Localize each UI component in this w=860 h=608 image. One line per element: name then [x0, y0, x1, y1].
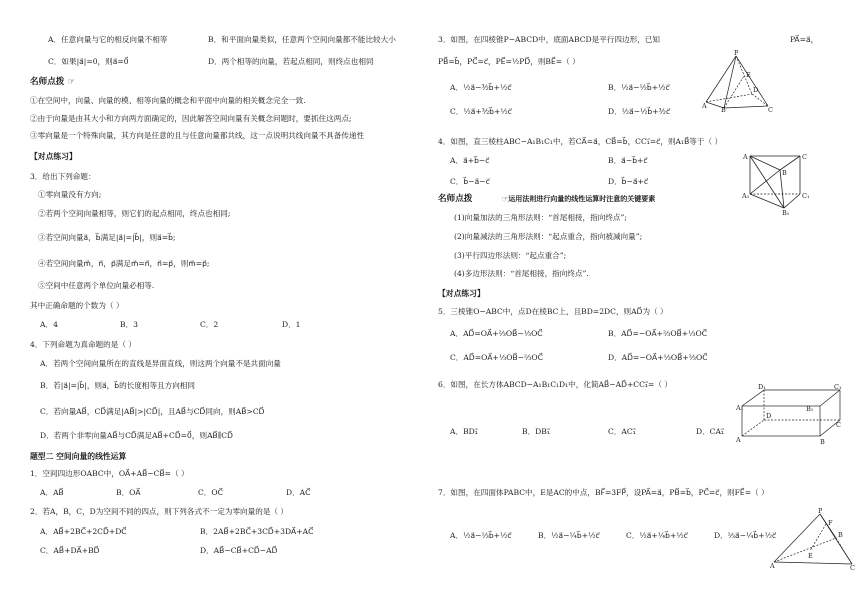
question-stem: 7．如图，在四面体PABC中，E是AC的中点，BF⃗=3FP⃗，设PA⃗=a⃗，PB⃗=b⃗，PC⃗=c⃗，则FE⃗=（ ）: [438, 488, 769, 497]
option: D．AD⃗=−OA⃗+⅓OB⃗+⅔OC⃗: [608, 353, 708, 362]
vertex-label: C₁: [834, 384, 842, 391]
vertex-label: C₁: [802, 192, 810, 200]
option: D．AB⃗−CB⃗+CD⃗−AD⃗: [200, 546, 278, 555]
tip-heading: 名师点拨 ☞: [30, 77, 76, 87]
option: D．AC⃗: [286, 488, 311, 497]
option-d: D．两个相等的向量，若起点相同，则终点也相同: [208, 57, 374, 66]
question-stem: 2．若A，B，C，D为空间不同的四点，则下列各式不一定为零向量的是（ ）: [30, 507, 289, 516]
tip-line: (1)向量加法的三角形法则：“首尾相接，指向终点”;: [454, 213, 627, 222]
option: D．½a⃗−½b⃗+³⁄₂c⃗: [608, 107, 671, 116]
vertex-label: E: [746, 71, 751, 79]
option: C．AB⃗+DA⃗+BD⃗: [40, 546, 100, 555]
option: B．2AB⃗+2BC⃗+3CD⃗+3DA⃗+AC⃗: [200, 527, 314, 536]
option-a: A．任意向量与它的相反向量不相等: [48, 35, 168, 44]
vertex-label: B: [838, 531, 843, 539]
prism-figure: [740, 150, 812, 216]
vertex-label: C: [850, 564, 855, 570]
proposition: ①零向量没有方向;: [38, 190, 102, 199]
option-b: B．和平面向量类似，任意两个空间向量都不能比较大小: [208, 35, 396, 44]
pyramid-figure: [702, 50, 774, 112]
box-figure: [736, 384, 846, 446]
question-stem: PB⃗=b⃗，PC⃗=c⃗，PE⃗=½PD⃗，则BE⃗=（ ）: [438, 57, 580, 66]
question-stem: 3．如图，在四棱锥P−ABCD中，底面ABCD是平行四边形，已知: [438, 35, 660, 44]
question-stem: 6．如图，在长方体ABCD−A₁B₁C₁D₁中，化简AB⃗−AD⃗+CC₁⃗=（ ）: [438, 380, 672, 389]
option: B．OA⃗: [116, 488, 141, 497]
vertex-label: B: [820, 438, 825, 446]
practice-heading: 【对点练习】: [438, 289, 485, 298]
question-stem-tail: PA⃗=a⃗，: [790, 35, 819, 44]
vertex-label: D: [766, 412, 772, 420]
option: B．DB₁⃗: [522, 427, 550, 436]
vertex-label: C: [802, 153, 807, 161]
option: A．AB⃗+2BC⃗+2CD⃗+DC⃗: [40, 527, 127, 536]
option: A．若两个空间向量所在的直线是异面直线，则这两个向量不是共面向量: [40, 359, 281, 368]
tip-line: ①在空间中，向量、向量的模、相等向量的概念和平面中向量的相关概念完全一致.: [30, 96, 306, 105]
vertex-label: A: [770, 562, 775, 570]
option: B．a⃗−b⃗+c⃗: [608, 156, 648, 165]
proposition: ④若空间向量m⃗，n⃗，p⃗满足m⃗=n⃗，n⃗=p⃗，则m⃗=p⃗;: [38, 259, 210, 268]
proposition: ②若两个空间向量相等，则它们的起点相同，终点也相同;: [38, 209, 231, 218]
tip-heading: 名师点拨: [438, 194, 473, 204]
vertex-label: D: [753, 86, 759, 94]
option: D．b⃗−a⃗+c⃗: [608, 177, 649, 186]
option: A．½a⃗−³⁄₂b⃗+½c⃗: [450, 83, 512, 92]
tip-line: (2)向量减法的三角形法则：“起点重合，指向被减向量”;: [454, 232, 643, 241]
option: B．½a⃗−½b⃗+½c⃗: [608, 83, 670, 92]
tip-line: (3)平行四边形法则：“起点重合”;: [454, 251, 567, 260]
question-ask: 其中正确命题的个数为（ ）: [30, 301, 124, 310]
practice-heading: 【对点练习】: [30, 152, 77, 161]
vertex-label: E: [808, 552, 813, 560]
option: A．BD₁⃗: [450, 427, 478, 436]
option: C．AD⃗=OA⃗+⅓OB⃗−⅔OC⃗: [450, 353, 543, 362]
question-stem: 5．三棱锥O−ABC中，点D在棱BC上，且BD=2DC，则AD⃗为（ ）: [438, 307, 668, 316]
section-heading: 题型二 空间向量的线性运算: [30, 452, 127, 461]
vertex-label: C: [836, 421, 841, 429]
vertex-label: B₁: [806, 405, 814, 413]
vertex-label: A₁: [742, 192, 750, 200]
option: B．3: [120, 320, 139, 329]
vertex-label: A: [736, 436, 741, 444]
option: B．若|a⃗|=|b⃗|，则a⃗，b⃗的长度相等且方向相同: [40, 381, 196, 390]
option: A．a⃗+b⃗−c⃗: [450, 156, 490, 165]
vertex-label: P: [734, 50, 739, 57]
option: A．4: [40, 320, 58, 329]
option: B．½a⃗−¼b⃗+½c⃗: [538, 531, 600, 540]
vertex-label: A: [702, 102, 707, 110]
vertex-label: C: [768, 106, 773, 112]
option: A．½a⃗−⅓b⃗+½c⃗: [450, 531, 512, 540]
vertex-label: B₁: [782, 209, 790, 216]
option: C．½a⃗+¼b⃗+½c⃗: [626, 531, 688, 540]
vertex-label: A₁: [736, 404, 744, 412]
option: C．AC₁⃗: [608, 427, 636, 436]
vertex-label: A: [743, 153, 748, 161]
question-stem: 4．如图，直三棱柱ABC−A₁B₁C₁中，若CA⃗=a⃗，CB⃗=b⃗，CC₁⃗=c⃗，则A₁B⃗等于（ ）: [438, 137, 723, 146]
option: A．AD⃗=OA⃗+⅔OB⃗−⅓OC⃗: [450, 329, 543, 338]
option: C．b⃗−a⃗−c⃗: [450, 177, 490, 186]
proposition: ③若空间向量a⃗，b⃗满足|a⃗|=|b⃗|，则a⃗=b⃗;: [38, 233, 176, 242]
proposition: ⑤空间中任意两个单位向量必相等.: [38, 281, 155, 290]
option: C．2: [200, 320, 219, 329]
option: C．½a⃗+³⁄₂b⃗+½c⃗: [450, 107, 512, 116]
vertex-label: F: [828, 519, 833, 527]
vertex-label: B: [721, 106, 726, 112]
tip-subtitle: ☞运用法则进行向量的线性运算时注意的关键要素: [502, 195, 656, 203]
option: D．若两个非零向量AB⃗与CD⃗满足AB⃗+CD⃗=0⃗，则AB⃗∥CD⃗: [40, 431, 233, 440]
option-c: C．如果|a⃗|=0，则a⃗=0⃗: [48, 57, 129, 66]
tip-line: ③零向量是一个特殊向量，其方向是任意的且与任意向量都共线，这一点说明共线向量不具备传递性: [30, 131, 365, 140]
option: D．1: [282, 320, 301, 329]
tip-line: (4)多边形法则：“首尾相接，指向终点”.: [454, 269, 589, 278]
vertex-label: B: [782, 169, 787, 177]
question-stem: 3．给出下列命题：: [30, 172, 96, 181]
option: C．OC⃗: [198, 488, 223, 497]
tetrahedron-figure: [770, 508, 858, 570]
option: D．CA₁⃗: [696, 427, 725, 436]
vertex-label: P: [818, 508, 823, 515]
option: B．AD⃗=−OA⃗+⅔OB⃗+⅓OC⃗: [608, 329, 708, 338]
vertex-label: D₁: [758, 384, 766, 391]
question-stem: 4．下列命题为真命题的是（ ）: [30, 340, 136, 349]
option: D．⅔a⃗−¼b⃗+½c⃗: [714, 531, 777, 540]
option: A．AB⃗: [40, 488, 64, 497]
question-stem: 1．空间四边形OABC中，OA⃗+AB⃗−CB⃗=（ ）: [30, 469, 189, 478]
tip-line: ②由于向量是由其大小和方向两方面确定的，因此解答空间向量有关概念问题时，要抓住这两点;: [30, 114, 352, 123]
option: C．若向量AB⃗，CD⃗满足|AB⃗|>|CD⃗|，且AB⃗与CD⃗同向，则AB⃗>CD⃗: [40, 407, 265, 416]
